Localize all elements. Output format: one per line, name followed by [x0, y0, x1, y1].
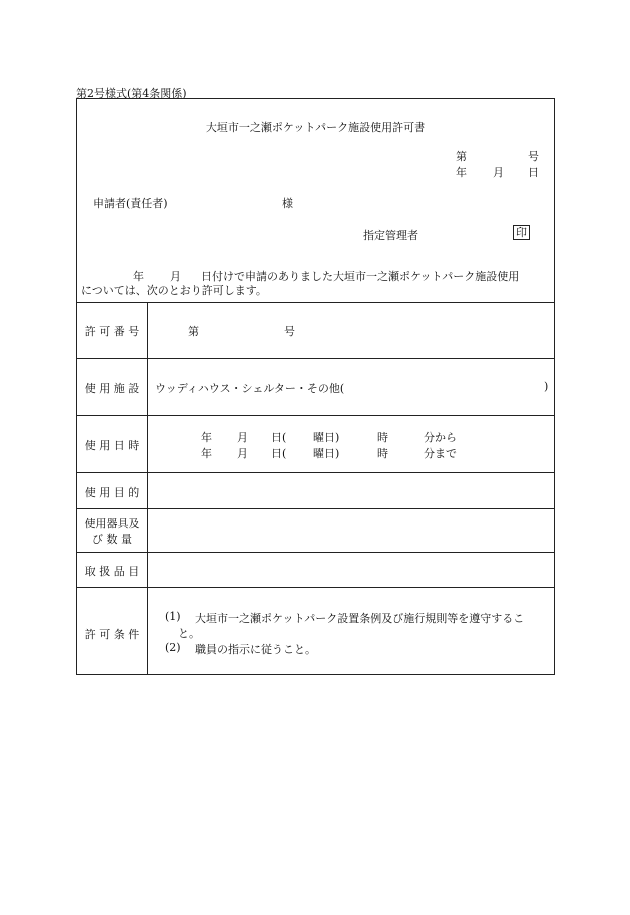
notice-text-b: については、次のとおり許可します。 [81, 284, 267, 297]
permit-no-suffix: 号 [284, 325, 295, 338]
end-hour: 時 [377, 447, 388, 460]
facility-close: ) [544, 380, 549, 393]
doc-no-suffix: 号 [528, 150, 539, 163]
condition-2-number: (2) [165, 641, 181, 654]
start-year: 年 [201, 431, 212, 444]
facility-label: 使 用 施 設 [84, 382, 140, 395]
row-divider [77, 508, 554, 509]
condition-2-text: 職員の指示に従うこと。 [195, 643, 316, 656]
applicant-honorific: 様 [282, 197, 293, 210]
end-weekday: 曜日) [313, 447, 340, 460]
start-day: 日( [271, 431, 287, 444]
start-minute: 分から [424, 431, 457, 444]
row-divider [77, 552, 554, 553]
doc-no-prefix: 第 [456, 150, 467, 163]
row-divider [77, 415, 554, 416]
notice-text-a: 日付けで申請のありました大垣市一之瀬ポケットパーク施設使用 [201, 270, 520, 283]
date-day: 日 [528, 166, 539, 179]
row-divider [77, 358, 554, 359]
conditions-label: 許 可 条 件 [84, 628, 140, 641]
end-month: 月 [237, 447, 248, 460]
date-year: 年 [456, 166, 467, 179]
form-number: 第2号様式(第4条関係) [76, 87, 187, 100]
start-hour: 時 [377, 431, 388, 444]
facility-value: ウッディハウス・シェルター・その他( [155, 382, 345, 395]
row-divider [77, 472, 554, 473]
permit-form [76, 98, 555, 675]
start-weekday: 曜日) [313, 431, 340, 444]
condition-1-text: 大垣市一之瀬ポケットパーク設置条例及び施行規則等を遵守するこ [195, 612, 525, 625]
date-month: 月 [493, 166, 504, 179]
notice-month: 月 [170, 270, 181, 283]
permit-no-prefix: 第 [188, 325, 199, 338]
row-divider [77, 587, 554, 588]
permit-no-label: 許 可 番 号 [84, 325, 140, 338]
row-divider [77, 302, 554, 303]
end-minute: 分まで [424, 447, 457, 460]
start-month: 月 [237, 431, 248, 444]
form-title: 大垣市一之瀬ポケットパーク施設使用許可書 [205, 121, 426, 134]
equipment-label-2: び 数 量 [92, 533, 132, 546]
permit-notice [81, 270, 551, 298]
condition-1-text-cont: と。 [178, 627, 200, 640]
applicant-label: 申請者(責任者) [93, 197, 168, 210]
notice-year: 年 [133, 270, 144, 283]
items-label: 取 扱 品 目 [84, 565, 140, 578]
condition-1-number: (1) [165, 610, 181, 623]
purpose-label: 使 用 目 的 [84, 486, 140, 499]
datetime-label: 使 用 日 時 [84, 439, 140, 452]
seal-mark: 印 [513, 225, 530, 240]
equipment-label-1: 使用器具及 [84, 517, 140, 530]
end-year: 年 [201, 447, 212, 460]
manager-label: 指定管理者 [363, 229, 418, 242]
end-day: 日( [271, 447, 287, 460]
